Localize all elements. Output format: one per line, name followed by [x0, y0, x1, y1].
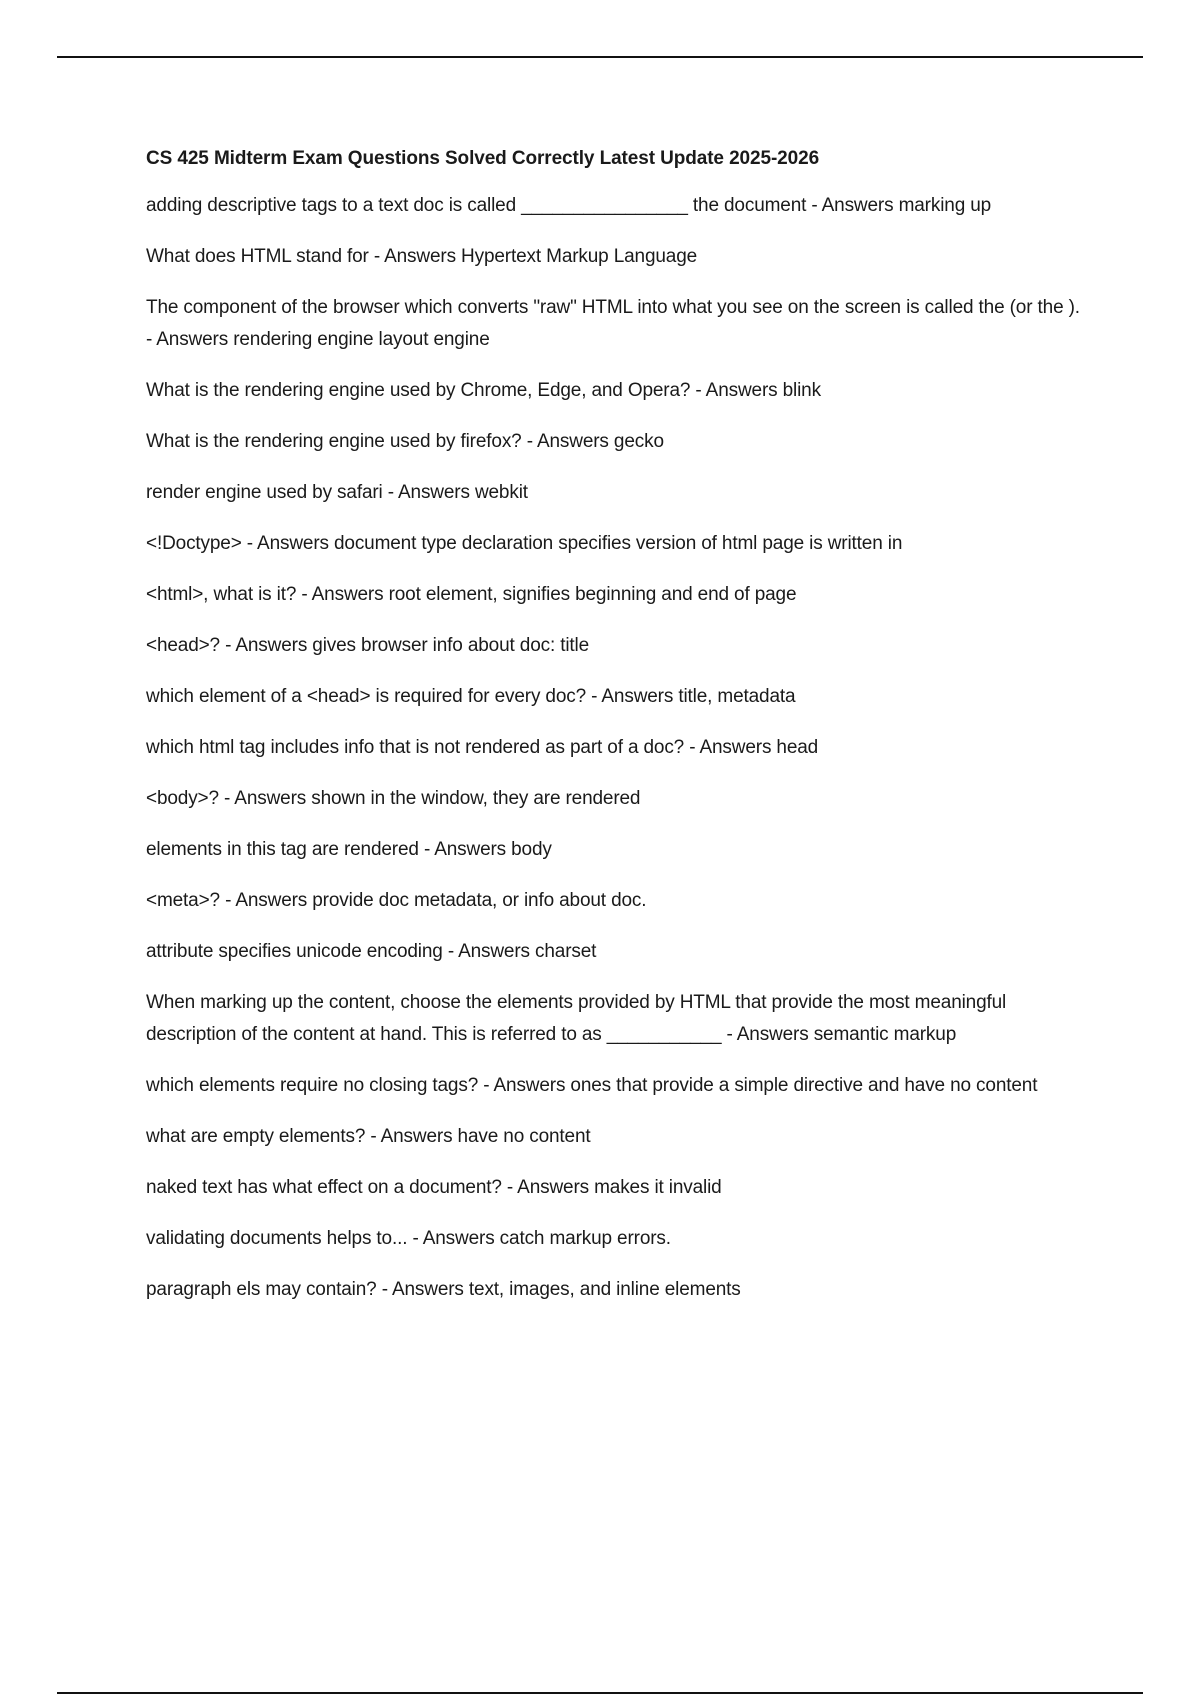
qa-item: When marking up the content, choose the elements provided by HTML that provide the most meaningful description of the content at hand. This is referred to as ___________ - Answers semantic markup: [146, 992, 1007, 1045]
qa-item: adding descriptive tags to a text doc is called ________________ the document - Answers marking up: [146, 195, 992, 216]
qa-item: render engine used by safari - Answers webkit: [146, 482, 528, 503]
qa-list: [146, 190, 1091, 1306]
qa-item: validating documents helps to... - Answers catch markup errors.: [146, 1228, 671, 1249]
qa-item: <html>, what is it? - Answers root element, signifies beginning and end of page: [146, 584, 797, 605]
qa-item: What is the rendering engine used by Chrome, Edge, and Opera? - Answers blink: [146, 380, 821, 401]
qa-item: <head>? - Answers gives browser info about doc: title: [146, 635, 590, 656]
qa-item: <meta>? - Answers provide doc metadata, or info about doc.: [146, 890, 647, 911]
top-rule: [57, 56, 1143, 58]
qa-item: attribute specifies unicode encoding - Answers charset: [146, 941, 597, 962]
qa-item: What is the rendering engine used by firefox? - Answers gecko: [146, 431, 664, 452]
qa-item: <body>? - Answers shown in the window, they are rendered: [146, 788, 641, 809]
document-body: [146, 146, 1091, 1325]
document-title: CS 425 Midterm Exam Questions Solved Correctly Latest Update 2025-2026: [146, 148, 820, 169]
qa-item: What does HTML stand for - Answers Hypertext Markup Language: [146, 246, 698, 267]
qa-item: what are empty elements? - Answers have no content: [146, 1126, 591, 1147]
qa-item: <!Doctype> - Answers document type declaration specifies version of html page is written in: [146, 533, 903, 554]
qa-item: paragraph els may contain? - Answers text, images, and inline elements: [146, 1279, 741, 1300]
qa-item: which html tag includes info that is not rendered as part of a doc? - Answers head: [146, 737, 819, 758]
qa-item: naked text has what effect on a document? - Answers makes it invalid: [146, 1177, 722, 1198]
bottom-rule: [57, 1692, 1143, 1694]
qa-item: which element of a <head> is required for every doc? - Answers title, metadata: [146, 686, 796, 707]
qa-item: elements in this tag are rendered - Answers body: [146, 839, 552, 860]
qa-item: The component of the browser which converts "raw" HTML into what you see on the screen is called the (or the ). - Answers rendering engine layout engine: [146, 297, 1080, 350]
qa-item: which elements require no closing tags? - Answers ones that provide a simple directive and have no content: [146, 1075, 1038, 1096]
